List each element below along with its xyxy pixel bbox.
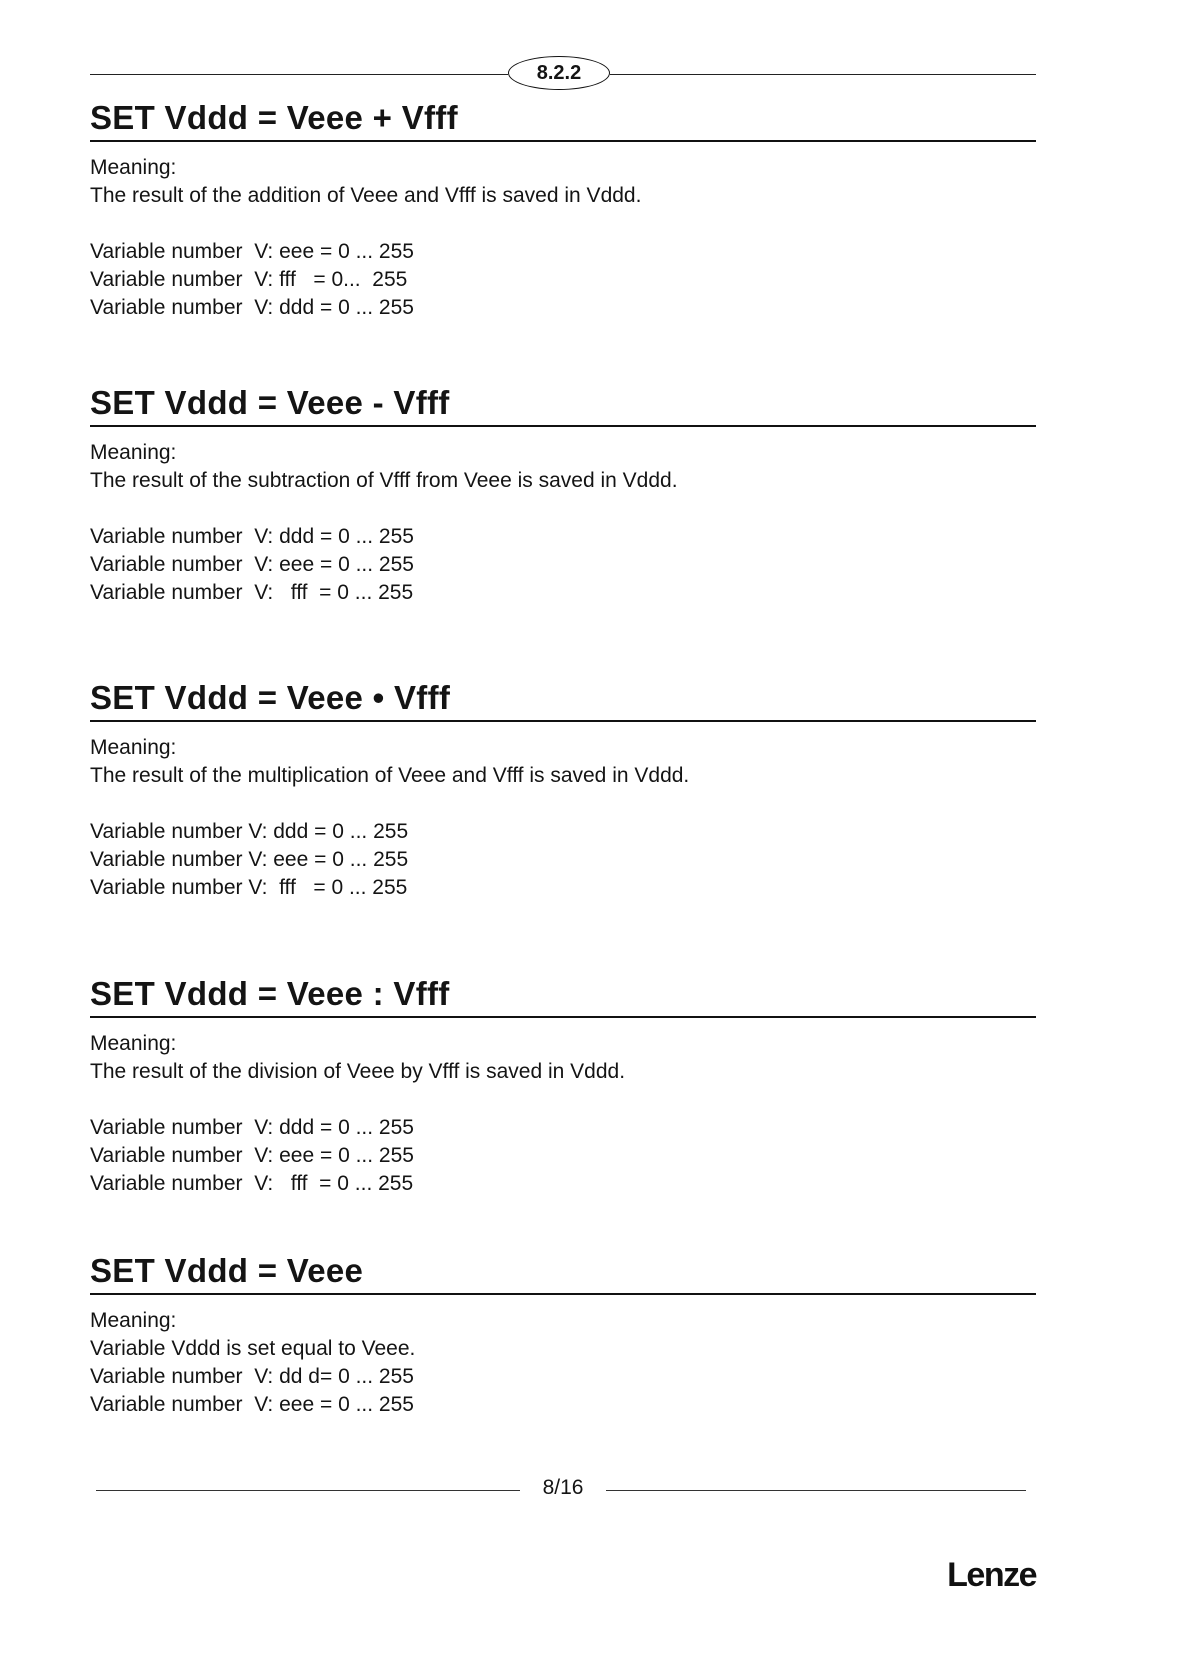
section-subtraction [90,383,1036,607]
meaning-description: The result of the multiplication of Veee and Vfff is saved in Vddd. [90,764,690,787]
footer-rule-left [96,1490,520,1491]
variable-list [90,523,1036,607]
lenze-logo: Lenze [947,1556,1036,1594]
variable-row: Variable number V: ddd = 0 ... 255 [90,525,414,548]
meaning-description: The result of the division of Veee by Vfff is saved in Vddd. [90,1060,626,1083]
meaning-description: The result of the subtraction of Vfff from Veee is saved in Vddd. [90,469,678,492]
section-title: SET Vddd = Veee - Vfff [90,383,1036,427]
variable-row: Variable number V: eee = 0 ... 255 [90,240,414,263]
variable-row: Variable number V: eee = 0 ... 255 [90,553,414,576]
variable-list [90,238,1036,322]
meaning-label: Meaning: [90,736,177,759]
meaning-label: Meaning: [90,156,177,179]
variable-row: Variable number V: fff = 0 ... 255 [90,1172,414,1195]
variable-list [90,818,1036,902]
section-multiplication [90,678,1036,902]
meaning-description: The result of the addition of Veee and Vfff is saved in Vddd. [90,184,642,207]
variable-row: Variable number V: ddd = 0 ... 255 [90,296,414,319]
variable-list [90,1114,1036,1198]
meaning-label: Meaning: [90,1032,177,1055]
page-number: 8/16 [542,1476,584,1499]
section-title: SET Vddd = Veee • Vfff [90,678,1036,722]
footer-rule-right [606,1490,1026,1491]
variable-list [90,1363,1036,1419]
variable-row: Variable number V: fff = 0 ... 255 [90,581,414,604]
section-division [90,974,1036,1198]
section-assignment [90,1251,1036,1419]
variable-row: Variable number V: ddd = 0 ... 255 [90,820,409,843]
variable-row: Variable number V: eee = 0 ... 255 [90,848,409,871]
meaning-description: Variable Vddd is set equal to Veee. [90,1337,416,1360]
variable-row: Variable number V: dd d= 0 ... 255 [90,1365,414,1388]
header-rule-left [90,74,508,75]
meaning-label: Meaning: [90,441,177,464]
section-title: SET Vddd = Veee : Vfff [90,974,1036,1018]
meaning-label: Meaning: [90,1309,177,1332]
variable-row: Variable number V: ddd = 0 ... 255 [90,1116,414,1139]
section-addition [90,98,1036,322]
section-number-badge: 8.2.2 [508,56,610,90]
section-title: SET Vddd = Veee [90,1251,1036,1295]
header-rule-right [610,74,1036,75]
variable-row: Variable number V: eee = 0 ... 255 [90,1144,414,1167]
section-title: SET Vddd = Veee + Vfff [90,98,1036,142]
variable-row: Variable number V: fff = 0 ... 255 [90,876,408,899]
variable-row: Variable number V: eee = 0 ... 255 [90,1393,414,1416]
variable-row: Variable number V: fff = 0... 255 [90,268,408,291]
